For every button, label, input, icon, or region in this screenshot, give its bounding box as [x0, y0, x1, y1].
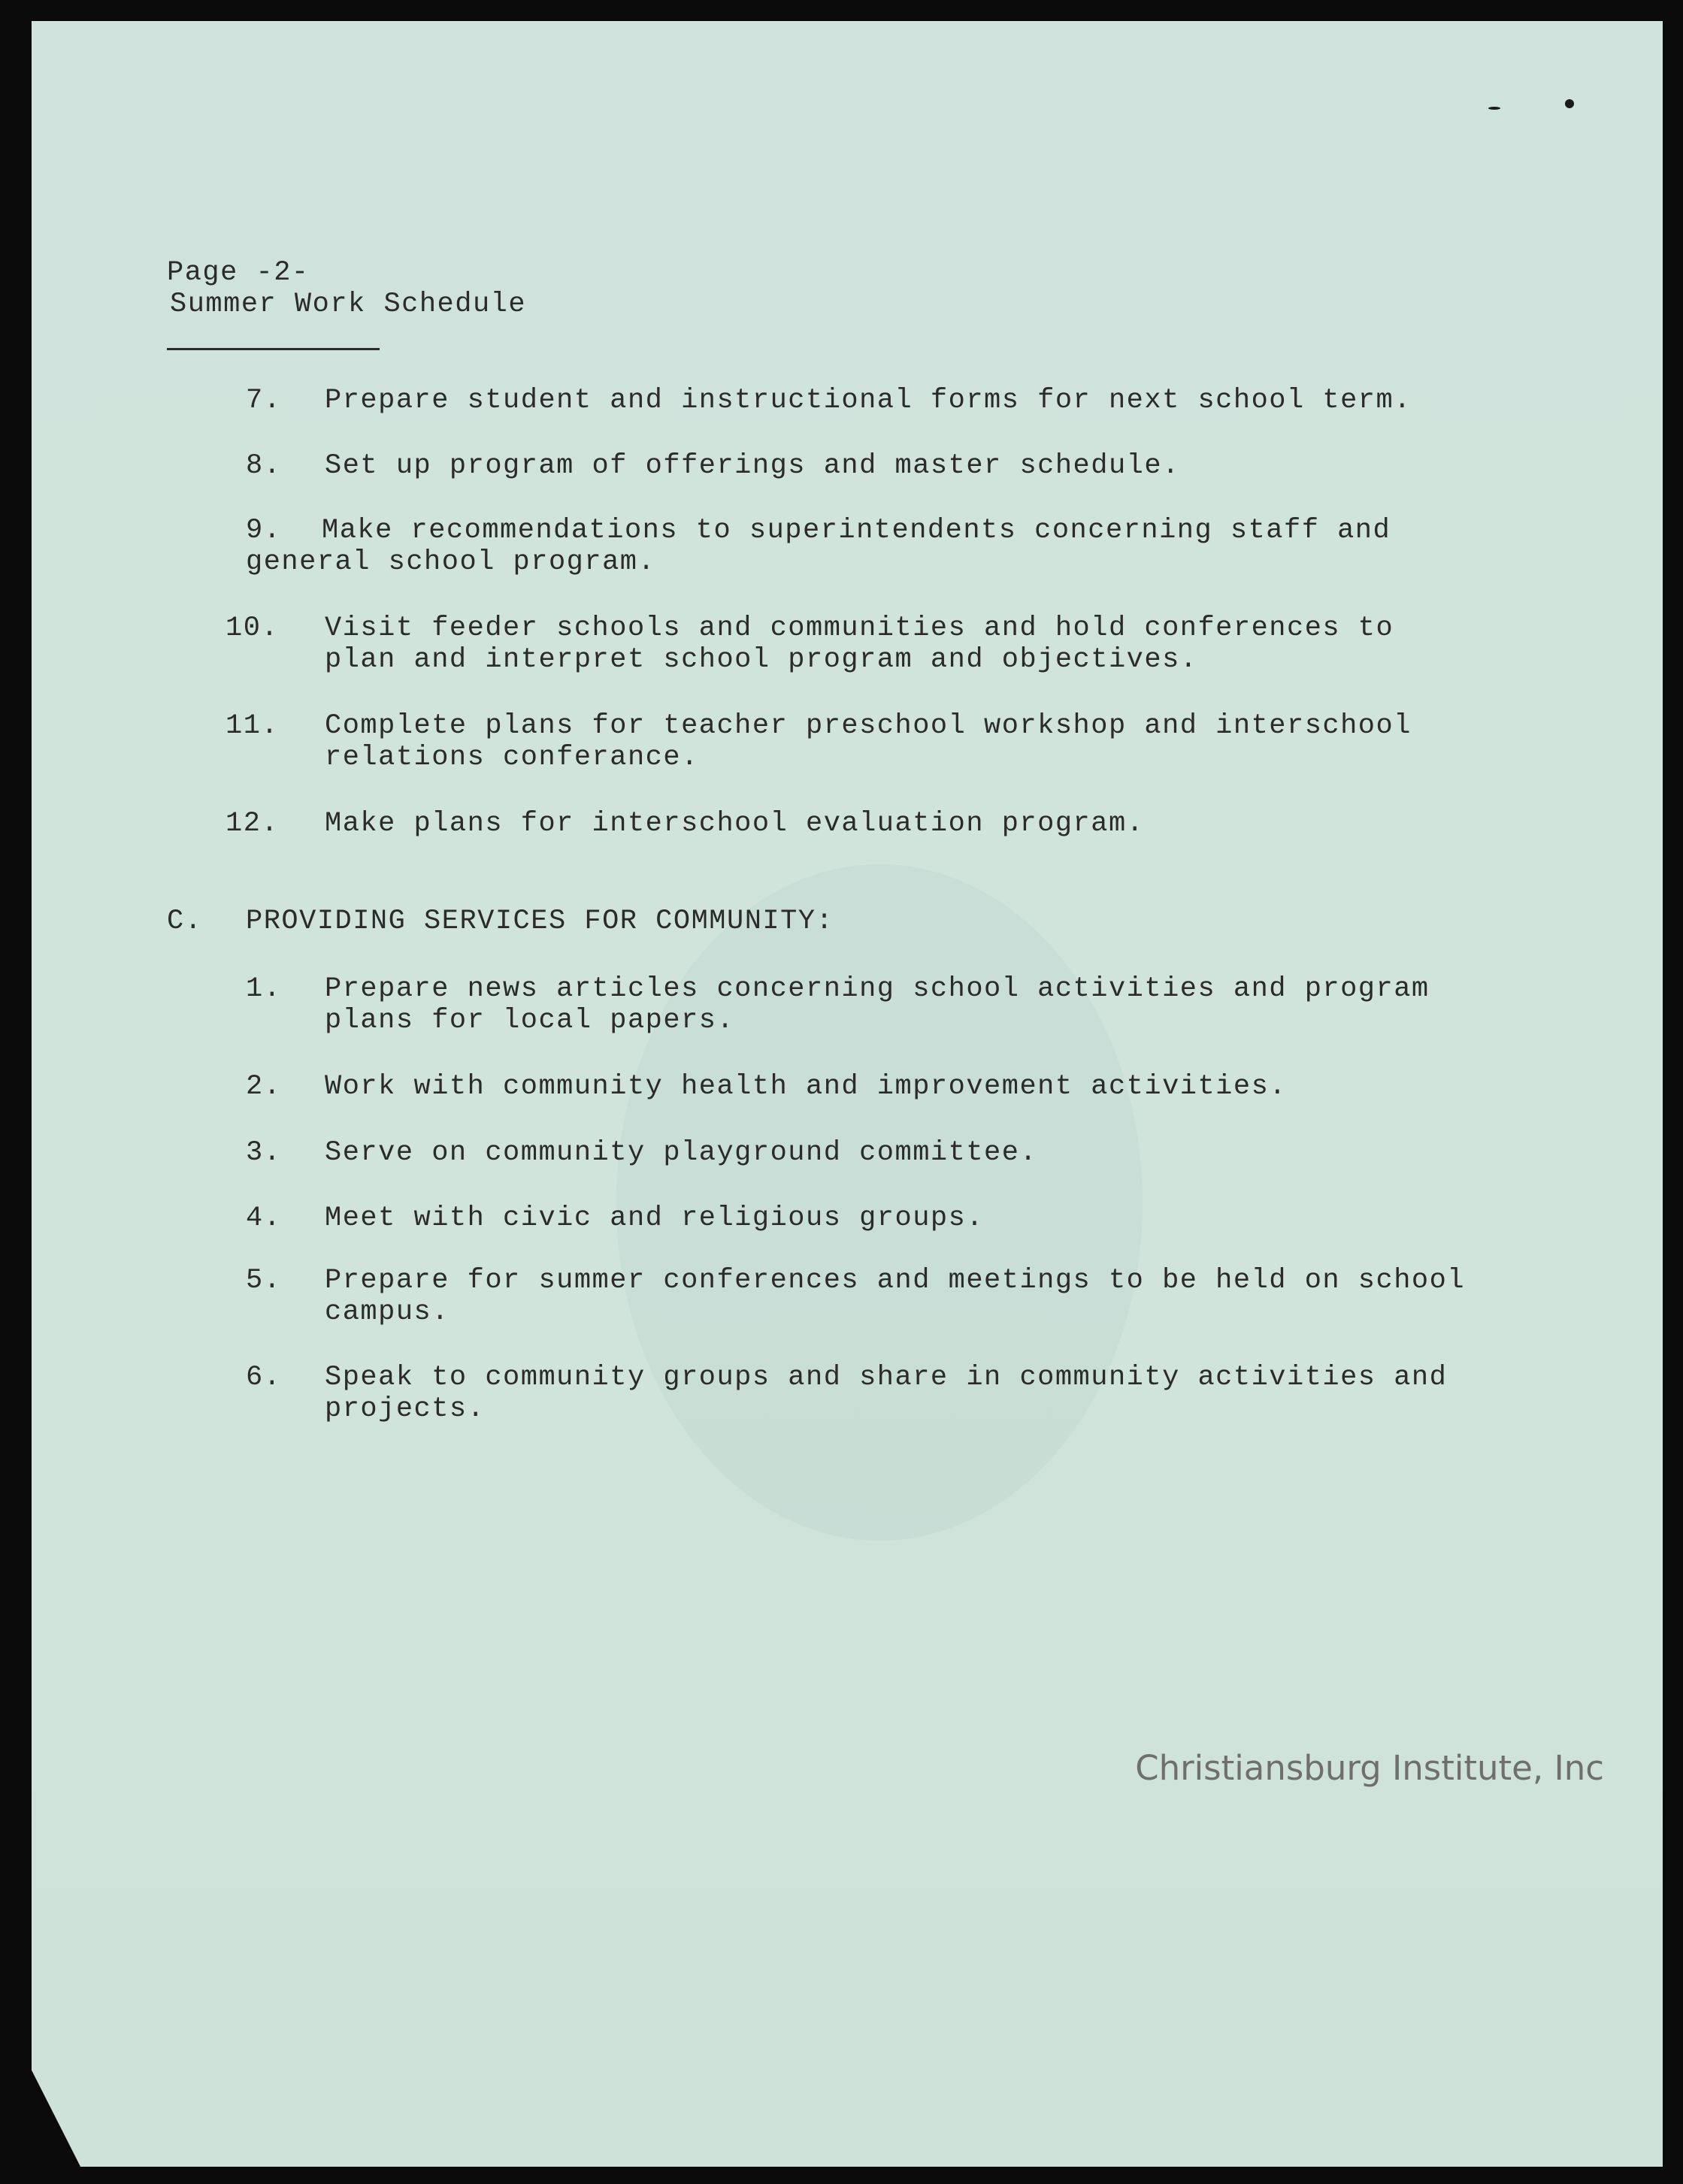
list-item-text: Prepare news articles concerning school activities and program	[325, 973, 1430, 1005]
header-underline	[167, 348, 380, 350]
punch-mark	[1488, 107, 1500, 110]
list-item-number: 5.	[246, 1265, 282, 1296]
list-item-text: projects.	[325, 1393, 486, 1425]
list-item-number: 10.	[226, 613, 280, 644]
watermark: Christiansburg Institute, Inc	[1135, 1748, 1604, 1788]
list-item-number: 6.	[246, 1362, 282, 1393]
list-item-text: campus.	[325, 1296, 450, 1328]
list-item-number: 8.	[246, 450, 282, 482]
list-item-text: Make recommendations to superintendents concerning staff and	[322, 515, 1391, 546]
list-item-text: Set up program of offerings and master schedule.	[325, 450, 1180, 482]
list-item-text: Work with community health and improvement activities.	[325, 1071, 1287, 1103]
punch-mark	[1565, 99, 1574, 108]
list-item-number: 1.	[246, 973, 282, 1005]
list-item-number: 12.	[226, 808, 280, 839]
list-item-text: Visit feeder schools and communities and hold conferences to	[325, 613, 1394, 644]
list-item-text: plans for local papers.	[325, 1005, 735, 1036]
page-number: Page -2-	[167, 257, 310, 289]
list-item-text: Prepare for summer conferences and meetings to be held on school	[325, 1265, 1466, 1296]
list-item-text: Prepare student and instructional forms for next school term.	[325, 385, 1412, 416]
section-heading: PROVIDING SERVICES FOR COMMUNITY:	[246, 906, 834, 937]
list-item-text: Serve on community playground committee.	[325, 1137, 1038, 1169]
list-item-number: 2.	[246, 1071, 282, 1103]
list-item-number: 11.	[226, 710, 280, 742]
list-item-number: 3.	[246, 1137, 282, 1169]
list-item-text: Make plans for interschool evaluation program.	[325, 808, 1145, 839]
list-item-text: Speak to community groups and share in community activities and	[325, 1362, 1448, 1393]
list-item-text: relations conferance.	[325, 742, 699, 773]
list-item-number: 4.	[246, 1202, 282, 1234]
page-title: Summer Work Schedule	[170, 289, 527, 320]
section-letter: C.	[167, 906, 203, 937]
list-item-text: Complete plans for teacher preschool workshop and interschool	[325, 710, 1412, 742]
list-item-number: 9.	[246, 515, 282, 546]
list-item-text: Meet with civic and religious groups.	[325, 1202, 985, 1234]
list-item-text: general school program.	[246, 546, 656, 578]
list-item-number: 7.	[246, 385, 282, 416]
list-item-text: plan and interpret school program and objectives.	[325, 644, 1198, 676]
